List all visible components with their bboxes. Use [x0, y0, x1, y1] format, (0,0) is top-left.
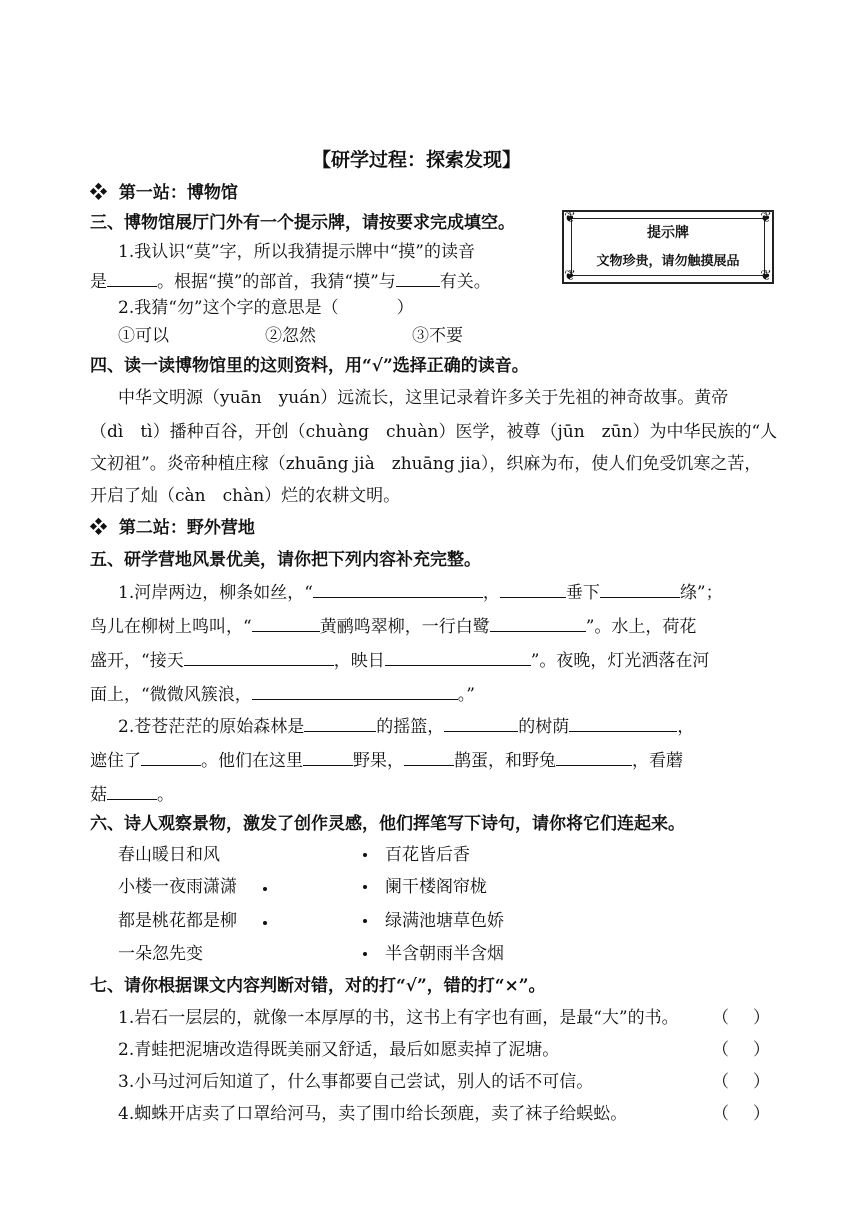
page-title: 【研学过程：探索发现】 — [312, 149, 522, 171]
q5-l7-text: 菇 — [90, 785, 107, 805]
q5-l1-text: 1.河岸两边，柳条如丝，“ — [118, 583, 313, 603]
poem-left-item[interactable]: 一朵忽先变 — [118, 944, 203, 964]
q3-line2-text-c: 有关。 — [439, 272, 491, 292]
text-blank[interactable] — [107, 782, 157, 800]
match-dot-right[interactable] — [363, 853, 367, 857]
sign-text: 文物珍贵，请勿触摸展品 — [596, 254, 740, 269]
q3-line1: 1.我认识“莫”字，所以我猜提示牌中“摸”的读音 — [118, 242, 475, 262]
q5-l6-text: 遮住了 — [90, 751, 141, 771]
q7-prompt: 七、请你根据课文内容判断对错，对的打“√”，错的打“×”。 — [90, 976, 546, 996]
judge-answer-paren[interactable] — [712, 1006, 770, 1030]
q5-line5 — [118, 714, 694, 739]
text-blank[interactable] — [444, 714, 518, 732]
q5-l6-text-b: 。他们在这里 — [201, 751, 303, 771]
poem-right-item[interactable]: 半含朝雨半含烟 — [385, 944, 504, 964]
corner-ornament-icon: ❦ — [564, 210, 576, 226]
sign-title: 提示牌 — [647, 225, 689, 241]
q5-l1-text-c: 垂下 — [565, 583, 600, 603]
q4-para-line4: 开启了灿（càn chàn）烂的农耕文明。 — [90, 486, 401, 506]
match-dot-right[interactable] — [363, 885, 367, 889]
paren-open: （ — [712, 1008, 729, 1028]
paren-open: （ — [712, 1072, 729, 1092]
poem-left-item[interactable]: 春山暖日和风 — [118, 845, 220, 865]
q5-l3-text: 盛开，“接天 — [90, 651, 184, 671]
q3-line2 — [90, 269, 491, 294]
q5-l7-text-b: 。 — [157, 785, 174, 805]
text-blank[interactable] — [404, 748, 454, 766]
judge-statement: 2.青蛙把泥塘改造得既美丽又舒适，最后如愿卖掉了泥塘。 — [118, 1040, 560, 1060]
poem-right-item[interactable]: 百花皆后香 — [385, 845, 470, 865]
q5-l5-text-b: 的摇篮， — [376, 717, 445, 737]
q4-prompt: 四、读一读博物馆里的这则资料，用“√”选择正确的读音。 — [90, 356, 529, 376]
reading-blank[interactable] — [107, 269, 157, 287]
station-2-heading — [90, 516, 255, 540]
poem-blank[interactable] — [252, 614, 320, 632]
poem-blank[interactable] — [385, 648, 531, 666]
q4-para-line1: 中华文明源（yuān yuán）远流长，这里记录着许多关于先祖的神奇故事。黄帝 — [118, 388, 729, 408]
diamond-bullet-icon: ❖ — [90, 518, 107, 538]
text-blank[interactable] — [569, 714, 677, 732]
judge-statement: 4.蜘蛛开店卖了口罩给河马，卖了围巾给长颈鹿，卖了袜子给蜈蚣。 — [118, 1104, 628, 1124]
paren-close: ） — [753, 1008, 770, 1028]
q5-l4-text-b: 。” — [457, 685, 475, 705]
q5-line2 — [90, 614, 696, 639]
q3-line3-close: ） — [396, 298, 414, 318]
q5-l6-text-d: 鹊蛋，和野兔 — [454, 751, 556, 771]
q4-para-line3: 文初祖”。炎帝种植庄稼（zhuāng jià zhuāng jia），织麻为布，使人们免受饥寒之苦， — [90, 454, 762, 474]
q3-prompt: 三、博物馆展厅门外有一个提示牌，请按要求完成填空。 — [90, 213, 515, 233]
judge-answer-paren[interactable] — [712, 1070, 770, 1094]
q3-option-2: ②忽然 — [265, 326, 316, 346]
station-1-heading — [90, 181, 238, 205]
judge-answer-paren[interactable] — [712, 1102, 770, 1126]
q5-l1-comma: ， — [482, 583, 500, 603]
poem-left-item[interactable]: 都是桃花都是柳 — [118, 911, 237, 931]
q5-l3-text-b: ，映日 — [333, 651, 385, 671]
match-dot-right[interactable] — [363, 919, 367, 923]
q5-l2-text-b: 黄鹂鸣翠柳，一行白鹭 — [319, 617, 490, 637]
q5-line3 — [90, 648, 709, 673]
text-blank[interactable] — [303, 748, 353, 766]
q5-line1 — [118, 580, 723, 605]
corner-ornament-icon: ❦ — [760, 268, 772, 284]
q5-line7 — [90, 782, 174, 807]
corner-ornament-icon: ❦ — [564, 268, 576, 284]
poem-blank[interactable] — [313, 580, 483, 598]
q6-prompt: 六、诗人观察景物，激发了创作灵感，他们挥笔写下诗句，请你将它们连起来。 — [90, 814, 685, 834]
paren-close: ） — [753, 1072, 770, 1092]
q5-l4-text: 面上，“微微风簇浪， — [90, 685, 252, 705]
text-blank[interactable] — [304, 714, 376, 732]
station-2-label: 第二站：野外营地 — [118, 518, 255, 538]
text-blank[interactable] — [141, 748, 201, 766]
q5-l5-text-c: 的树荫 — [518, 717, 570, 737]
paren-open: （ — [712, 1040, 729, 1060]
q5-l3-text-c: ”。夜晚，灯光洒落在河 — [530, 651, 710, 671]
judge-answer-paren[interactable] — [712, 1038, 770, 1062]
poem-blank[interactable] — [500, 580, 566, 598]
q5-l2-text-c: ”。水上，荷花 — [585, 617, 697, 637]
q5-l6-text-c: 野果， — [353, 751, 404, 771]
diamond-bullet-icon: ❖ — [90, 183, 107, 203]
corner-ornament-icon: ❦ — [760, 210, 772, 226]
q3-line3-text: 2.我猜“勿”这个字的意思是（ — [118, 298, 339, 318]
station-1-label: 第一站：博物馆 — [118, 183, 238, 203]
radical-blank[interactable] — [396, 269, 440, 287]
q5-line4 — [90, 682, 475, 707]
match-dot-left[interactable] — [263, 887, 267, 891]
judge-statement: 1.岩石一层层的，就像一本厚厚的书，这书上有字也有画，是最“大”的书。 — [118, 1008, 679, 1028]
q3-line2-text-b: 。根据“摸”的部首，我猜“摸”与 — [157, 272, 396, 292]
text-blank[interactable] — [556, 748, 632, 766]
poem-right-item[interactable]: 阑干楼阁帘栊 — [385, 877, 487, 897]
poem-blank[interactable] — [252, 682, 458, 700]
q3-option-1: ①可以 — [118, 326, 169, 346]
poem-left-item[interactable]: 小楼一夜雨潇潇 — [118, 877, 237, 897]
match-dot-right[interactable] — [363, 952, 367, 956]
q5-l2-text: 鸟儿在柳树上鸣叫，“ — [90, 617, 252, 637]
q5-l5-text: 2.苍苍茫茫的原始森林是 — [118, 717, 305, 737]
q5-l5-text-d: ， — [677, 717, 695, 737]
judge-statement: 3.小马过河后知道了，什么事都要自己尝试，别人的话不可信。 — [118, 1072, 594, 1092]
q5-l1-text-d: 绦”； — [679, 583, 723, 603]
q5-prompt: 五、研学营地风景优美，请你把下列内容补充完整。 — [90, 550, 481, 570]
paren-close: ） — [753, 1104, 770, 1124]
poem-blank[interactable] — [184, 648, 334, 666]
q4-para-line2: （dì tì）播种百谷，开创（chuàng chuàn）医学，被尊（jūn zūn）为中华民族的“人 — [90, 422, 778, 442]
poem-blank[interactable] — [600, 580, 680, 598]
q3-line2-text-a: 是 — [90, 272, 107, 292]
q3-option-3: ③不要 — [412, 326, 463, 346]
notice-sign — [562, 210, 774, 284]
match-dot-left[interactable] — [263, 921, 267, 925]
poem-blank[interactable] — [490, 614, 586, 632]
poem-right-item[interactable]: 绿满池塘草色娇 — [385, 911, 504, 931]
q5-line6 — [90, 748, 683, 773]
paren-open: （ — [712, 1104, 729, 1124]
q3-line3 — [118, 296, 414, 320]
paren-close: ） — [753, 1040, 770, 1060]
q5-l6-text-e: ，看蘑 — [632, 751, 683, 771]
